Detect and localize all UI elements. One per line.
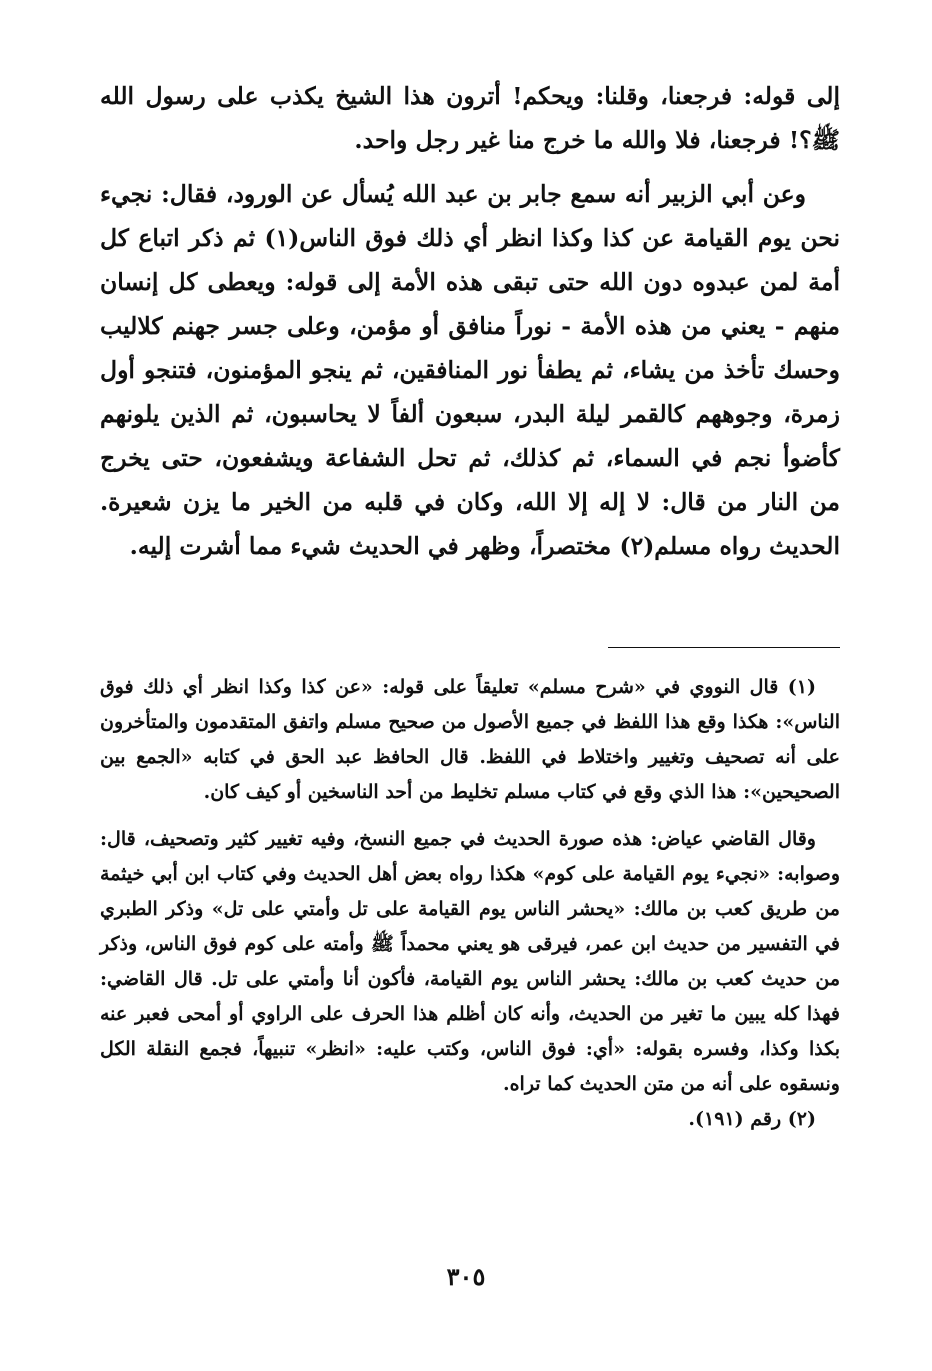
- main-text: [100, 74, 840, 578]
- main-paragraph-1: إلى قوله: فرجعنا، وقلنا: ويحكم! أترون هذا الشيخ يكذب على رسول الله ﷺ؟! فرجعنا، فلا والله ما خرج منا غير رجل واحد.: [100, 82, 840, 154]
- footnote-1: (١) قال النووي في «شرح مسلم» تعليقاً على قوله: «عن كذا وكذا انظر أي ذلك فوق الناس»: هكذا وقع هذا اللفظ في جميع الأصول من صحيح مسلم واتفق المتقدمون والمتأخرون على أنه تصحيف وتغيير واختلاط في اللفظ. قال الحافظ عبد الحق في كتابه «الجمع بين الصحيحين»: هذا الذي وقع في كتاب مسلم تخليط من أحد الناسخين أو كيف كان.: [100, 676, 840, 803]
- footnote-separator: [608, 647, 840, 648]
- footnote-2: (٢) رقم (١٩١).: [688, 1108, 816, 1130]
- footnote-1-continued: وقال القاضي عياض: هذه صورة الحديث في جميع النسخ، وفيه تغيير كثير وتصحيف، قال: وصوابه: «نجيء يوم القيامة على كوم» هكذا رواه بعض أهل الحديث وفي كتاب ابن أبي خيثمة من طريق كعب بن مالك: «يحشر الناس يوم القيامة على تل وأمتي على تل» وذكر الطبري في التفسير من حديث ابن عمر، فيرقى هو يعني محمداً ﷺ وأمته على كوم فوق الناس، وذكر من حديث كعب بن مالك: يحشر الناس يوم القيامة، فأكون أنا وأمتي على تل. قال القاضي: فهذا كله يبين ما تغير من الحديث، وأنه كان أظلم هذا الحرف على الراوي أو أمحى فعبر عنه بكذا وكذا، وفسره بقوله: «أي: فوق الناس، وكتب عليه: «انظر» تنبيهاً، فجمع النقلة الكل ونسقوه على أنه من متن الحديث كما تراه.: [100, 828, 840, 1095]
- main-paragraph-2: وعن أبي الزبير أنه سمع جابر بن عبد الله يُسأل عن الورود، فقال: نجيء نحن يوم القيامة عن كذا وكذا انظر أي ذلك فوق الناس(١) ثم ذكر اتباع كل أمة لمن عبدوه دون الله حتى تبقى هذه الأمة إلى قوله: ويعطى كل إنسان منهم - يعني من هذه الأمة - نوراً منافق أو مؤمن، وعلى جسر جهنم كلاليب وحسك تأخذ من يشاء، ثم يطفأ نور المنافقين، ثم ينجو المؤمنون، فتنجو أول زمرة، وجوههم كالقمر ليلة البدر، سبعون ألفاً لا يحاسبون، ثم الذين يلونهم كأضوأ نجم في السماء، ثم كذلك، ثم تحل الشفاعة ويشفعون، حتى يخرج من النار من قال: لا إله إلا الله، وكان في قلبه من الخير ما يزن شعيرة. الحديث رواه مسلم(٢) مختصراً، وظهر في الحديث شيء مما أشرت إليه.: [100, 180, 840, 560]
- footnotes: [100, 670, 840, 1149]
- page-number: ٣٠٥: [446, 1262, 486, 1291]
